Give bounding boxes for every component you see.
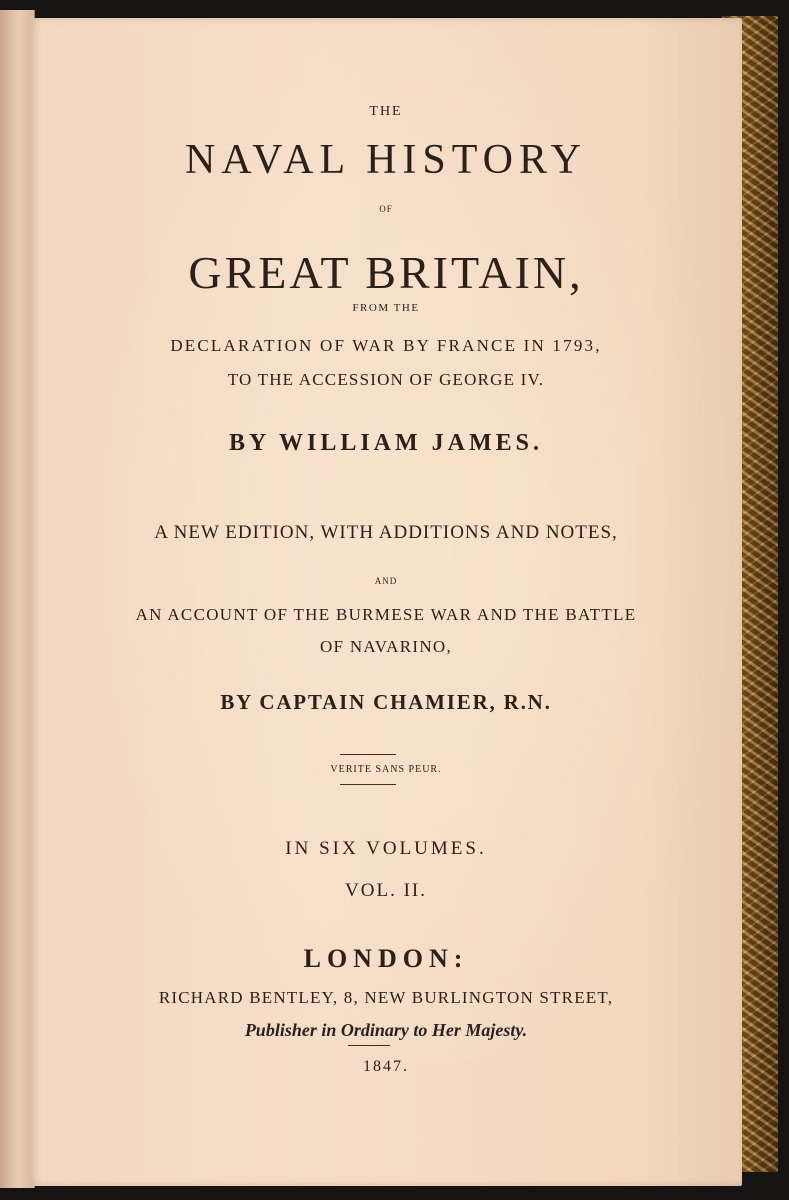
editor-line: BY CAPTAIN CHAMIER, R.N.	[220, 690, 552, 714]
account-line-2: OF NAVARINO,	[319, 637, 453, 656]
imprint-publisher-role: Publisher in Ordinary to Her Majesty.	[244, 1020, 528, 1040]
edition-line: A NEW EDITION, WITH ADDITIONS AND NOTES,	[154, 522, 618, 543]
title-line-1: NAVAL HISTORY	[184, 137, 588, 183]
imprint-rule	[348, 1045, 390, 1046]
imprint-year: 1847.	[363, 1058, 409, 1075]
title-of: OF	[379, 204, 393, 214]
title-line-2: GREAT BRITAIN,	[188, 247, 584, 298]
and-label: AND	[374, 576, 398, 586]
title-the: THE	[369, 104, 403, 119]
account-line-1: AN ACCOUNT OF THE BURMESE WAR AND THE BATTLE	[135, 605, 637, 624]
motto-rule-top	[340, 754, 396, 755]
volumes-line: IN SIX VOLUMES.	[285, 838, 487, 859]
imprint-publisher: RICHARD BENTLEY, 8, NEW BURLINGTON STREET,	[158, 988, 614, 1007]
imprint-place: LONDON:	[303, 944, 469, 973]
volume-number: VOL. II.	[345, 880, 427, 901]
from-the-label: FROM THE	[352, 302, 420, 314]
subtitle-line-2: TO THE ACCESSION OF GEORGE IV.	[227, 370, 545, 389]
author-line: BY WILLIAM JAMES.	[228, 430, 544, 456]
subtitle-line-1: DECLARATION OF WAR BY FRANCE IN 1793,	[170, 336, 602, 355]
motto: VERITE SANS PEUR.	[330, 764, 442, 775]
title-page	[30, 18, 742, 1186]
motto-rule-bottom	[340, 784, 396, 785]
